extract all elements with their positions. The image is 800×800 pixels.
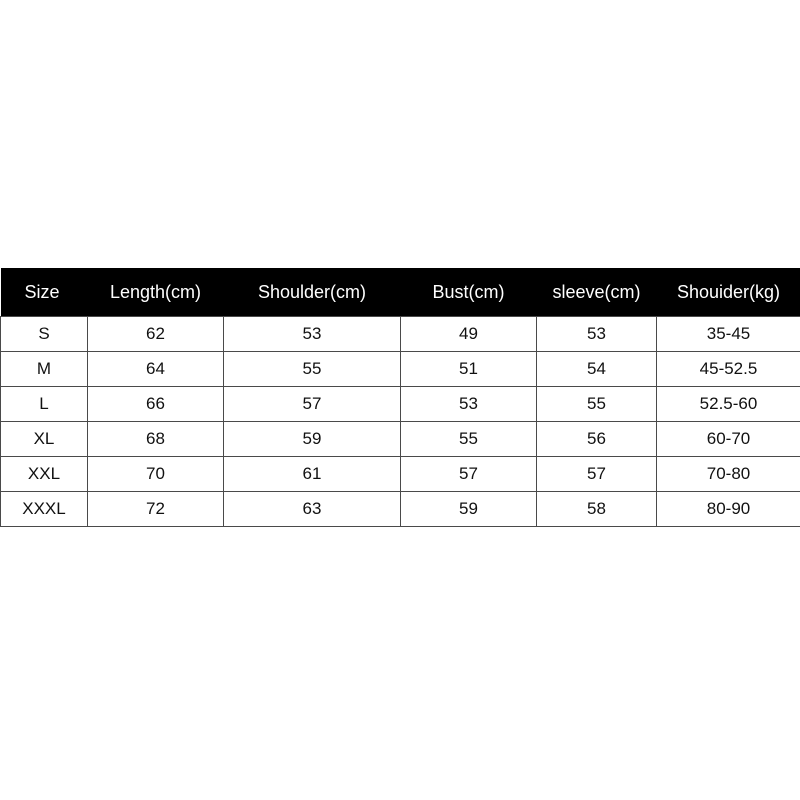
table-row [1,317,800,352]
cell-length: 66 [88,387,224,422]
cell-size: S [1,317,88,352]
cell-sleeve: 55 [537,387,657,422]
cell-sleeve: 57 [537,457,657,492]
cell-shoulder: 63 [224,492,401,527]
cell-size: M [1,352,88,387]
cell-weight: 45-52.5 [657,352,800,387]
cell-bust: 57 [401,457,537,492]
header-length: Length(cm) [88,268,224,317]
cell-sleeve: 56 [537,422,657,457]
cell-length: 64 [88,352,224,387]
cell-weight: 60-70 [657,422,800,457]
cell-size: L [1,387,88,422]
cell-bust: 59 [401,492,537,527]
cell-shoulder: 59 [224,422,401,457]
cell-length: 72 [88,492,224,527]
cell-length: 62 [88,317,224,352]
cell-bust: 55 [401,422,537,457]
cell-shoulder: 61 [224,457,401,492]
table-row [1,492,800,527]
cell-weight: 80-90 [657,492,800,527]
header-size: Size [1,268,88,317]
cell-sleeve: 54 [537,352,657,387]
cell-weight: 35-45 [657,317,800,352]
cell-bust: 49 [401,317,537,352]
cell-shoulder: 57 [224,387,401,422]
cell-bust: 53 [401,387,537,422]
table-row [1,457,800,492]
cell-length: 70 [88,457,224,492]
header-bust: Bust(cm) [401,268,537,317]
cell-weight: 52.5-60 [657,387,800,422]
cell-shoulder: 53 [224,317,401,352]
cell-length: 68 [88,422,224,457]
size-chart-table [0,268,800,527]
cell-bust: 51 [401,352,537,387]
cell-weight: 70-80 [657,457,800,492]
header-shoulder: Shoulder(cm) [224,268,401,317]
cell-size: XL [1,422,88,457]
cell-sleeve: 53 [537,317,657,352]
cell-shoulder: 55 [224,352,401,387]
table-row [1,352,800,387]
cell-sleeve: 58 [537,492,657,527]
table-row [1,422,800,457]
table-header-row [1,268,800,317]
cell-size: XXXL [1,492,88,527]
table-row [1,387,800,422]
header-weight: Shouider(kg) [657,268,800,317]
header-sleeve: sleeve(cm) [537,268,657,317]
cell-size: XXL [1,457,88,492]
